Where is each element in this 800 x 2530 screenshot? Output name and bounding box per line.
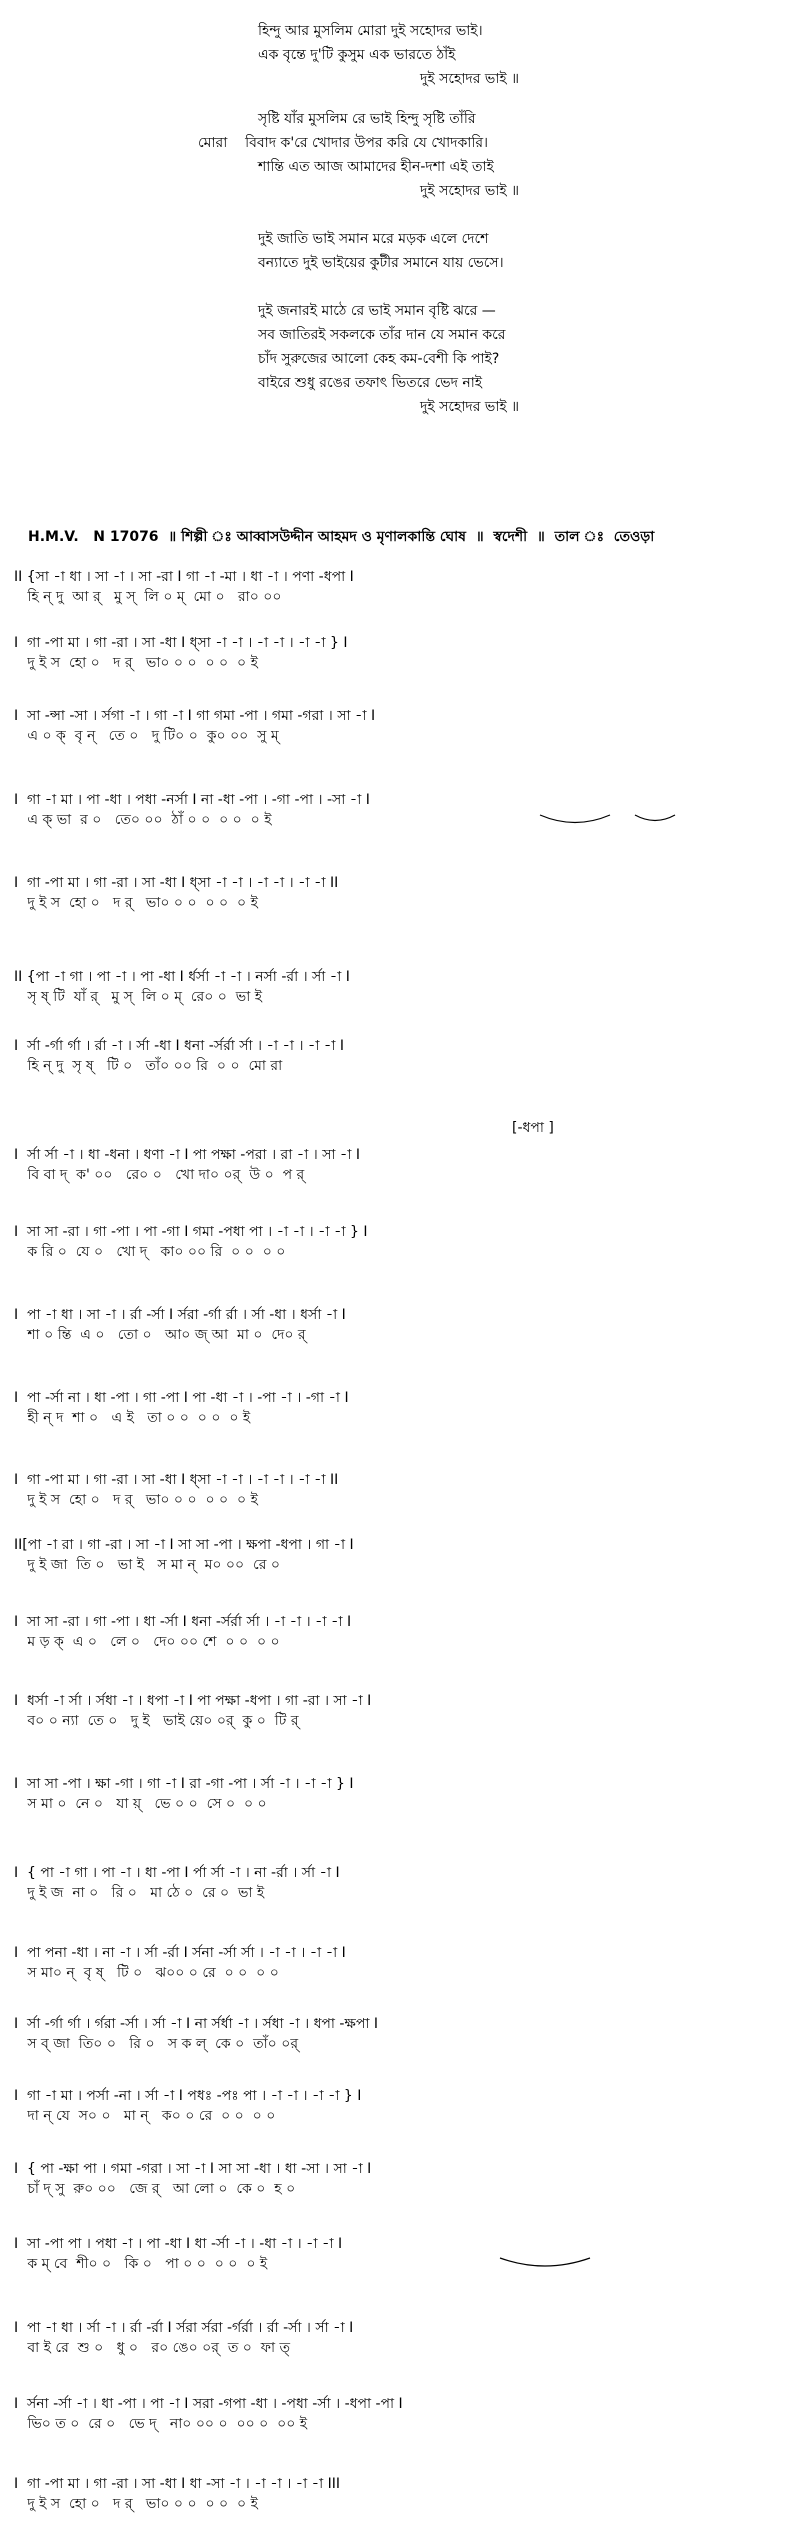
lyric-syllables: দু ই স হো ০ দ র্ ভা০ ০ ০ ০ ০ ০ ই [14,1492,258,1508]
lyric-syllables: স মা০ ন্ বৃ ষ্ টি ০ ঝ০০ ০ রে ০ ০ ০ ০ [14,1965,279,1981]
swara-line: I গা -পা মা । গা -রা । সা -ধা I ধ্সা -া -া । -া -া । -া -া } I [14,635,348,651]
lyric-line: শান্তি এত আজ আমাদের হীন-দশা এই তাই [258,159,494,175]
swara-line: I { পা -ক্ষা পা । গমা -গরা । সা -া I সা সা -ধা । ধা -সা । সা -া I [14,2161,372,2177]
swara-line: I র্সা -র্গা র্গা । র্রা -া । র্সা -ধা I ধনা -র্সর্রা র্সা । -া -া । -া -া I [14,1038,344,1054]
swara-line: I পা -র্সা না । ধা -পা । গা -পা I পা -ধা -া । -পা -া । -গা -া I [14,1390,349,1406]
lyric-line: সৃষ্টি যাঁর মুসলিম রে ভাই হিন্দু সৃষ্টি তাঁরি [258,111,476,127]
swara-line: I গা -পা মা । গা -রা । সা -ধা I ধা -সা -া । -া -া । -া -া III [14,2476,341,2492]
lyric-syllables: হি ন্ দু সৃ ষ্ টি ০ তাঁ০ ০০ রি ০ ০ মো রা [14,1058,283,1074]
lyric-syllables: ব০ ০ ন্যা তে ০ দু ই ভাই য়ে০ ০র্ কু ০ টি র্ [14,1713,299,1729]
swara-line: I সা সা -রা । গা -পা । পা -গা I গমা -পধা পা । -া -া । -া -া } I [14,1224,368,1240]
swara-line: I পা -া ধা । র্সা -া । র্রা -র্রা I র্সরা র্সরা -র্গর্রা । র্রা -র্সা । র্সা -া I [14,2320,354,2336]
swara-line: I র্সা র্সা -া । ধা -ধনা । ধণা -া I পা পক্ষা -পরা । রা -া । সা -া I [14,1147,361,1163]
swara-line: I র্সা -র্গা র্গা । র্গরা -র্সা । র্সা -া I না র্সর্ধা -া । র্সধা -া । ধপা -ক্ষপা I [14,2016,378,2032]
swara-line: I গা -পা মা । গা -রা । সা -ধা I ধ্সা -া -া । -া -া । -া -া II [14,1472,339,1488]
annotation-note: [-ধপা ] [512,1120,554,1136]
lyric-line: হিন্দু আর মুসলিম মোরা দুই সহোদর ভাই। [258,23,483,39]
swara-line: I সা সা -পা । ক্ষা -গা । গা -া I রা -গা -পা । র্সা -া । -া -া } I [14,1776,354,1792]
slur-arc [635,815,675,821]
lyric-syllables: দু ই জ না ০ রি ০ মা ঠে ০ রে ০ ভা ই [14,1885,265,1901]
lyric-line: সব জাতিরই সকলকে তাঁর দান যে সমান করে [258,327,506,343]
lyric-syllables: চাঁ দ্ সু রু০ ০০ জে র্ আ লো ০ কে ০ হ ০ [14,2181,296,2197]
lyric-syllables: এ ০ ক্ বৃ ন্ তে ০ দু টি০ ০ কু০ ০০ সু ম্ [14,728,279,744]
lyric-refrain: দুই সহোদর ভাই ॥ [420,183,520,199]
lyric-line: চাঁদ সুরুজের আলো কেহ কম-বেশী কি পাই? [258,351,500,367]
swara-line: II[পা -া রা । গা -রা । সা -া I সা সা -পা । ক্ষপা -ধপা । গা -া I [14,1537,354,1553]
lyric-syllables: দু ই স হো ০ দ র্ ভা০ ০ ০ ০ ০ ০ ই [14,655,258,671]
lyric-line: বাইরে শুধু রঙের তফাৎ ভিতরে ভেদ নাই [258,375,483,391]
lyric-syllables: ক ম্ বে শী০ ০ কি ০ পা ০ ০ ০ ০ ০ ই [14,2256,268,2272]
swara-line: I গা -পা মা । গা -রা । সা -ধা I ধ্সা -া -া । -া -া । -া -া II [14,875,339,891]
lyric-syllables: হি ন্ দু আ র্ মু স্ লি ০ ম্ মো ০ রা০ ০০ [14,589,282,605]
lyric-syllables: শা ০ ন্তি এ ০ তো ০ আ০ জ্ আ মা ০ দে০ র্ [14,1327,306,1343]
swara-line: I সা সা -রা । গা -পা । ধা -র্সা I ধনা -র্সর্রা র্সা । -া -া । -া -া I [14,1614,352,1630]
lyric-line: এক বৃন্তে দু'টি কুসুম এক ভারতে ঠাঁই [258,47,456,63]
swara-line: I গা -া মা । পা -ধা । পধা -নর্সা I না -ধা -পা । -গা -পা । -সা -া I [14,792,370,808]
swara-line: I গা -া মা । পর্সা -না । র্সা -া I পধঃ -পঃ পা । -া -া । -া -া } I [14,2088,362,2104]
lyric-syllables: স ব্ জা তি০ ০ রি ০ স ক ল্ কে ০ তাঁ০ ০র্ [14,2036,299,2052]
slur-arc [540,815,610,823]
swara-line: I র্সনা -র্সা -া । ধা -পা । পা -া I সরা -গপা -ধা । -পধা -র্সা । -ধপা -পা I [14,2396,403,2412]
lyric-syllables: দা ন্ যে স০ ০ মা ন্ ক০ ০ রে ০ ০ ০ ০ [14,2108,276,2124]
lyric-syllables: ক রি ০ যে ০ খো দ্ কা০ ০০ রি ০ ০ ০ ০ [14,1244,286,1260]
lyric-syllables: এ ক্ ভা র ০ তে০ ০০ ঠাঁ ০ ০ ০ ০ ০ ই [14,812,272,828]
lyric-syllables: দু ই জা তি ০ ভা ই স মা ন্ ম০ ০০ রে ০ [14,1557,280,1573]
lyric-line: দুই জাতি ভাই সমান মরে মড়ক এলে দেশে [258,231,489,247]
swara-line: I সা -পা পা । পধা -া । পা -ধা I ধা -র্সা -া । -ধা -া । -া -া I [14,2236,343,2252]
lyric-syllables: দু ই স হো ০ দ র্ ভা০ ০ ০ ০ ০ ০ ই [14,895,258,911]
lyric-line: মোরা বিবাদ ক'রে খোদার উপর করি যে খোদকারি। [198,135,489,151]
lyric-syllables: বা ই রে শু ০ ধু ০ র০ ঙে০ ০র্ ত ০ ফা ত্ [14,2340,291,2356]
lyric-syllables: বি বা দ্ ক' ০০ রে০ ০ খো দা০ ০র্ উ ০ প র্ [14,1167,305,1183]
swara-line: I { পা -া গা । পা -া । ধা -পা I র্পা র্সা -া । না -র্রা । র্সা -া I [14,1865,340,1881]
swara-line: I সা -ন্সা -সা । র্সগা -া । গা -া I গা গমা -পা । গমা -গরা । সা -া I [14,708,376,724]
swara-line: II {পা -া গা । পা -া । পা -ধা I র্ধর্সা -া -া । নর্সা -র্রা । র্সা -া I [14,969,350,985]
lyric-syllables: সৃ ষ্ টি যাঁ র্ মু স্ লি ০ ম্ রে০ ০ ভা ই [14,989,263,1005]
slur-arc [500,2258,590,2266]
lyric-refrain: দুই সহোদর ভাই ॥ [420,399,520,415]
swara-line: II {সা -া ধা । সা -া । সা -রা I গা -া -মা । ধা -া । পণা -ধপা I [14,569,354,585]
record-header: H.M.V. N 17076 ॥ শিল্পী ঃ আব্বাসউদ্দীন আহমদ ও মৃণালকান্তি ঘোষ ॥ স্বদেশী ॥ তাল ঃ তেওড়া [28,529,655,545]
lyric-line: দুই জনারই মাঠে রে ভাই সমান বৃষ্টি ঝরে — [258,303,496,319]
lyric-syllables: ভি০ ত ০ রে ০ ভে দ্ না০ ০০ ০ ০০ ০ ০০ ই [14,2416,308,2432]
swara-line: I পা পনা -ধা । না -া । র্সা -র্রা I র্সনা -র্সা র্সা । -া -া । -া -া I [14,1945,346,1961]
swara-line: I পা -া ধা । সা -া । র্রা -র্সা I র্সরা -র্গা র্রা । র্সা -ধা । ধর্সা -া I [14,1307,346,1323]
lyric-syllables: দু ই স হো ০ দ র্ ভা০ ০ ০ ০ ০ ০ ই [14,2496,258,2512]
lyric-refrain: দুই সহোদর ভাই ॥ [420,71,520,87]
lyric-syllables: হী ন্ দ শা ০ এ ই তা ০ ০ ০ ০ ০ ই [14,1410,251,1426]
lyric-syllables: স মা ০ নে ০ যা য়্ ভে ০ ০ সে ০ ০ ০ [14,1796,267,1812]
lyric-line: বন্যাতে দুই ভাইয়ের কুটীর সমানে যায় ভেসে। [258,255,504,271]
swara-line: I ধর্সা -া র্সা । র্সধা -া । ধপা -া I পা পক্ষা -ধপা । গা -রা । সা -া I [14,1693,372,1709]
lyric-syllables: ম ড় ক্ এ ০ লে ০ দে০ ০০ শে ০ ০ ০ ০ [14,1634,280,1650]
